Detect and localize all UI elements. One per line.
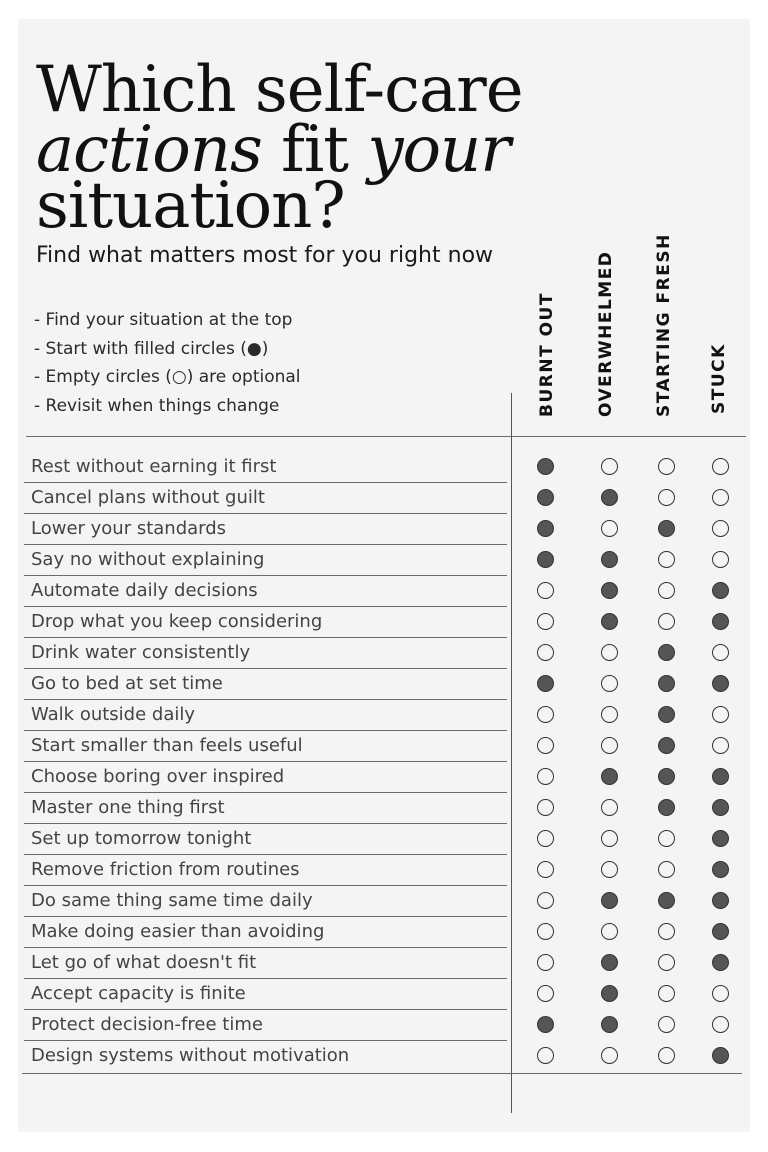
empty-circle-icon [712, 551, 729, 568]
empty-circle-icon [537, 799, 554, 816]
filled-circle-icon [601, 985, 618, 1002]
empty-circle-icon [601, 737, 618, 754]
empty-circle-icon [537, 768, 554, 785]
row-divider [24, 668, 507, 669]
header-divider [26, 436, 746, 437]
empty-circle-icon [537, 954, 554, 971]
title-line-3 [36, 169, 345, 243]
column-header-starting-fresh: STARTING FRESH [654, 233, 674, 417]
empty-circle-icon [712, 706, 729, 723]
empty-circle-icon [537, 892, 554, 909]
instruction-item: - Revisit when things change [34, 395, 280, 416]
filled-circle-icon [658, 737, 675, 754]
empty-circle-icon [601, 520, 618, 537]
filled-circle-icon [601, 1016, 618, 1033]
row-label: Drink water consistently [31, 642, 251, 663]
row-label: Start smaller than feels useful [31, 735, 303, 756]
row-label: Drop what you keep considering [31, 611, 323, 632]
row-divider [24, 1040, 507, 1041]
subtitle: Find what matters most for you right now [36, 243, 494, 268]
row-divider [24, 947, 507, 948]
filled-circle-icon [712, 799, 729, 816]
filled-circle-icon [658, 675, 675, 692]
empty-circle-icon [712, 985, 729, 1002]
row-label: Design systems without motivation [31, 1045, 350, 1066]
empty-circle-icon [658, 830, 675, 847]
row-label: Rest without earning it first [31, 456, 277, 477]
empty-circle-icon [658, 1047, 675, 1064]
filled-circle-icon [712, 923, 729, 940]
filled-circle-icon [601, 582, 618, 599]
empty-circle-icon [658, 985, 675, 1002]
column-header-stuck: STUCK [709, 343, 729, 414]
row-divider [24, 575, 507, 576]
filled-circle-icon [712, 675, 729, 692]
filled-circle-icon [658, 799, 675, 816]
filled-circle-icon [537, 520, 554, 537]
row-label: Lower your standards [31, 518, 227, 539]
empty-circle-icon [712, 1016, 729, 1033]
empty-circle-icon [658, 613, 675, 630]
instruction-item: - Empty circles (○) are optional [34, 367, 301, 387]
empty-circle-icon [601, 1047, 618, 1064]
title-text-1: Which self-care [36, 53, 523, 127]
empty-circle-icon [537, 613, 554, 630]
empty-circle-icon [601, 706, 618, 723]
filled-circle-icon [712, 830, 729, 847]
filled-circle-icon [537, 458, 554, 475]
column-header-overwhelmed: OVERWHELMED [596, 250, 616, 417]
empty-circle-icon [537, 706, 554, 723]
empty-circle-icon [537, 737, 554, 754]
row-divider [24, 854, 507, 855]
filled-circle-icon [537, 489, 554, 506]
row-label: Make doing easier than avoiding [31, 921, 325, 942]
empty-circle-icon [712, 489, 729, 506]
row-divider [24, 823, 507, 824]
empty-circle-icon [601, 830, 618, 847]
filled-circle-icon [601, 613, 618, 630]
row-label: Cancel plans without guilt [31, 487, 265, 508]
filled-circle-icon [712, 768, 729, 785]
empty-circle-icon [601, 644, 618, 661]
row-divider [24, 606, 507, 607]
empty-circle-icon [658, 582, 675, 599]
empty-circle-icon [537, 923, 554, 940]
empty-circle-icon [537, 830, 554, 847]
row-label: Protect decision-free time [31, 1014, 263, 1035]
empty-circle-icon [658, 489, 675, 506]
filled-circle-icon [658, 892, 675, 909]
row-divider [24, 513, 507, 514]
title-italic-actions: actions [36, 113, 262, 187]
empty-circle-icon [658, 551, 675, 568]
filled-circle-icon [712, 582, 729, 599]
empty-circle-icon [712, 644, 729, 661]
filled-circle-icon [712, 892, 729, 909]
filled-circle-icon [712, 1047, 729, 1064]
filled-circle-icon [601, 768, 618, 785]
filled-circle-icon [658, 520, 675, 537]
row-label: Remove friction from routines [31, 859, 300, 880]
row-label: Set up tomorrow tonight [31, 828, 252, 849]
empty-circle-icon [712, 520, 729, 537]
row-divider [24, 482, 507, 483]
empty-circle-icon [658, 954, 675, 971]
empty-circle-icon [537, 1047, 554, 1064]
row-divider [24, 792, 507, 793]
filled-circle-icon [658, 706, 675, 723]
filled-circle-icon [712, 861, 729, 878]
column-header-burnt-out: BURNT OUT [537, 292, 557, 417]
row-divider [24, 699, 507, 700]
empty-circle-icon [658, 861, 675, 878]
filled-circle-icon [537, 1016, 554, 1033]
filled-circle-icon [658, 644, 675, 661]
row-label: Do same thing same time daily [31, 890, 313, 911]
row-divider [24, 730, 507, 731]
empty-circle-icon [601, 675, 618, 692]
row-divider [24, 544, 507, 545]
filled-circle-icon [712, 954, 729, 971]
empty-circle-icon [658, 458, 675, 475]
row-divider [24, 885, 507, 886]
column-divider [511, 393, 512, 1113]
filled-circle-icon [537, 551, 554, 568]
title-text-fit: fit [281, 113, 348, 187]
filled-circle-icon [537, 675, 554, 692]
row-label: Automate daily decisions [31, 580, 258, 601]
filled-circle-icon [712, 613, 729, 630]
filled-circle-icon [658, 768, 675, 785]
row-label: Master one thing first [31, 797, 225, 818]
empty-circle-icon [601, 458, 618, 475]
title-italic-your: your [367, 113, 510, 187]
empty-circle-icon [712, 458, 729, 475]
empty-circle-icon [601, 799, 618, 816]
table-bottom-line [22, 1073, 742, 1074]
empty-circle-icon [601, 923, 618, 940]
empty-circle-icon [712, 737, 729, 754]
empty-circle-icon [658, 1016, 675, 1033]
row-divider [24, 1009, 507, 1010]
row-label: Say no without explaining [31, 549, 265, 570]
row-label: Go to bed at set time [31, 673, 223, 694]
row-divider [24, 978, 507, 979]
filled-circle-icon [601, 954, 618, 971]
empty-circle-icon [658, 923, 675, 940]
row-label: Accept capacity is finite [31, 983, 246, 1004]
filled-circle-icon [601, 489, 618, 506]
row-divider [24, 761, 507, 762]
filled-circle-icon [601, 892, 618, 909]
instruction-item: - Find your situation at the top [34, 310, 293, 330]
row-label: Let go of what doesn't fit [31, 952, 257, 973]
row-divider [24, 916, 507, 917]
row-label: Walk outside daily [31, 704, 196, 725]
row-divider [24, 637, 507, 638]
empty-circle-icon [537, 582, 554, 599]
empty-circle-icon [537, 644, 554, 661]
instructions-list [34, 306, 301, 420]
row-label: Choose boring over inspired [31, 766, 285, 787]
filled-circle-icon [601, 551, 618, 568]
empty-circle-icon [537, 861, 554, 878]
empty-circle-icon [537, 985, 554, 1002]
instruction-item: - Start with filled circles (●) [34, 338, 269, 359]
title-text-3: situation? [36, 169, 345, 243]
empty-circle-icon [601, 861, 618, 878]
